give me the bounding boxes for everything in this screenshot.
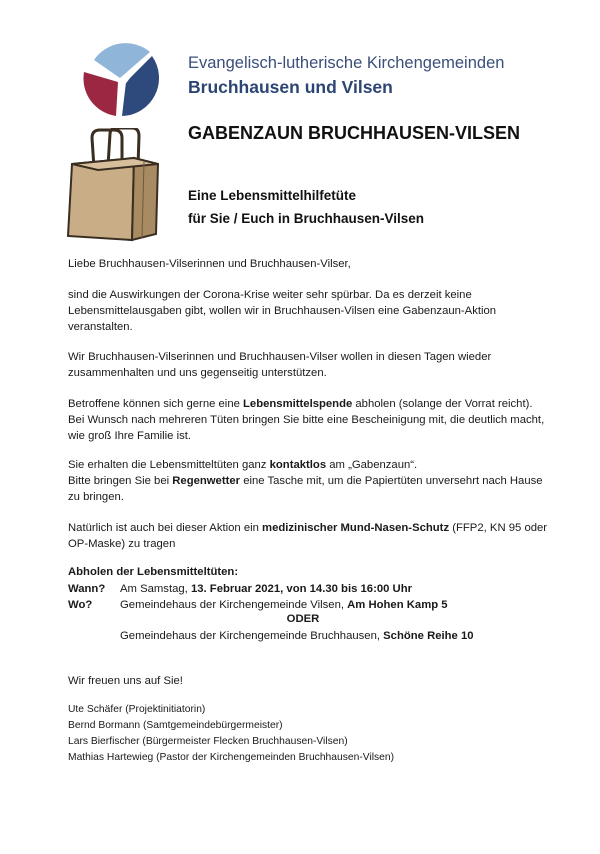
when-value: Am Samstag, 13. Februar 2021, von 14.30 bis 16:00 Uhr bbox=[120, 583, 412, 595]
where-label: Wo? bbox=[68, 599, 93, 611]
subtitle-line2: für Sie / Euch in Bruchhausen-Vilsen bbox=[188, 211, 425, 226]
signature-line: Ute Schäfer (Projektinitiatorin) bbox=[68, 704, 206, 715]
greeting: Liebe Bruchhausen-Vilserinnen und Bruchhausen-Vilser, bbox=[68, 258, 351, 270]
paragraph-corona: sind die Auswirkungen der Corona-Krise weiter sehr spürbar. Da es derzeit keine Lebensmittelausgaben gibt, wollen wir in Bruchhausen-Vilsen eine Gabenzaun-Aktion veranstalten. bbox=[68, 289, 497, 333]
where-location-bruchhausen: Gemeindehaus der Kirchengemeinde Bruchhausen, Schöne Reihe 10 bbox=[120, 630, 474, 642]
signature-line: Lars Bierfischer (Bürgermeister Flecken Bruchhausen-Vilsen) bbox=[68, 736, 348, 747]
when-label: Wann? bbox=[68, 583, 106, 595]
closing-text: Wir freuen uns auf Sie! bbox=[68, 675, 183, 687]
church-logo bbox=[80, 38, 160, 118]
paragraph-solidarity: Wir Bruchhausen-Vilserinnen und Bruchhausen-Vilser wollen in diesen Tagen wieder zusammenhalten und uns gegenseitig unterstützen. bbox=[68, 351, 492, 379]
paragraph-contactless: Sie erhalten die Lebensmitteltüten ganz kontaktlos am „Gabenzaun“. Bitte bringen Sie bei Regenwetter eine Tasche mit, um die Papiertüten unversehrt nach Hause zu bringen. bbox=[68, 459, 543, 503]
page-title: GABENZAUN BRUCHHAUSEN-VILSEN bbox=[188, 123, 521, 143]
or-separator: ODER bbox=[286, 613, 320, 625]
signature-line: Mathias Hartewieg (Pastor der Kirchengemeinden Bruchhausen-Vilsen) bbox=[68, 752, 395, 763]
pickup-heading: Abholen der Lebensmitteltüten: bbox=[68, 566, 239, 578]
organization-name-line2: Bruchhausen und Vilsen bbox=[188, 77, 393, 97]
paragraph-pickup-info: Betroffene können sich gerne eine Lebensmittelspende abholen (solange der Vorrat reicht). Bei Wunsch nach mehreren Tüten bringen Sie bitte eine Bescheinigung mit, die deutlich macht, wie groß Ihre Familie ist. bbox=[68, 398, 545, 442]
subtitle-line1: Eine Lebensmittelhilfetüte bbox=[188, 188, 357, 203]
signature-line: Bernd Bormann (Samtgemeindebürgermeister) bbox=[68, 720, 283, 731]
paragraph-mask: Natürlich ist auch bei dieser Aktion ein medizinischer Mund-Nasen-Schutz (FFP2, KN 95 oder OP-Maske) zu tragen bbox=[68, 522, 548, 550]
where-location-vilsen: Gemeindehaus der Kirchengemeinde Vilsen, Am Hohen Kamp 5 bbox=[120, 599, 448, 611]
paper-bag-illustration bbox=[62, 128, 166, 244]
organization-name-line1: Evangelisch-lutherische Kirchengemeinden bbox=[188, 54, 505, 72]
